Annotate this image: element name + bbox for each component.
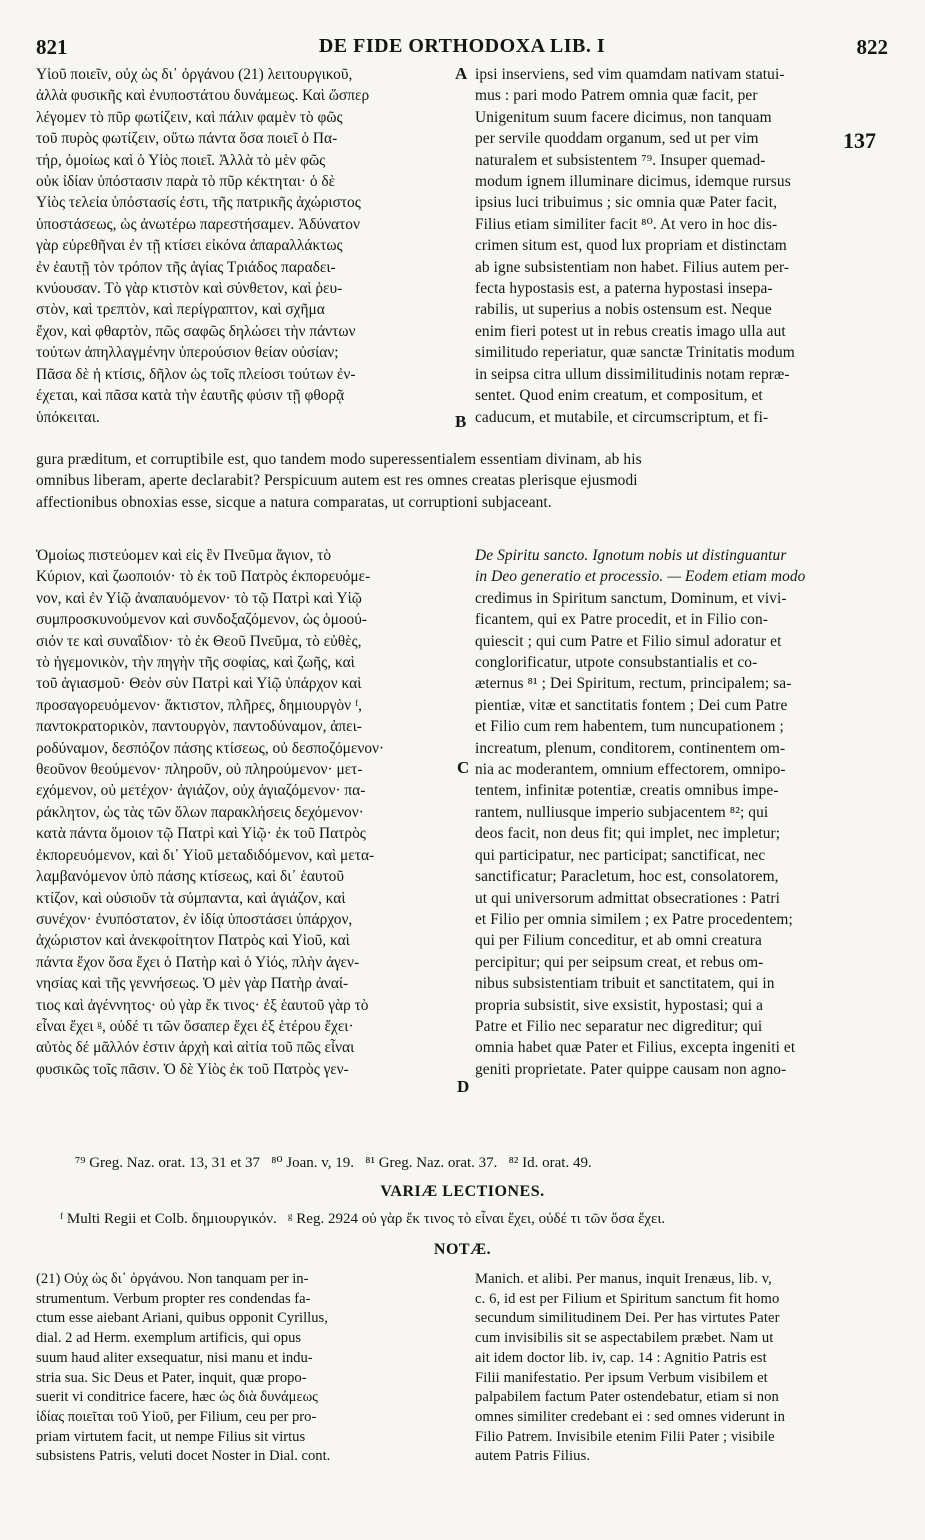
note-line: suerit vi conditrice facere, hæc ὡς διὰ δυνάμεως: [36, 1389, 318, 1406]
latin-line: qui participatur, nec participat; sanctificat, nec: [475, 846, 766, 864]
variae-heading: VARIÆ LECTIONES.: [380, 1183, 545, 1200]
notae-left-column: [36, 1270, 456, 1467]
note-line: ἰδίας ποιεῖται τοῦ Υἱοῦ, per Filium, ceu per pro-: [36, 1408, 317, 1425]
greek-line: σιόν τε καὶ συναΐδιον· τὸ ἐκ Θεοῦ Πνεῦμα, τὸ εὐθὲς,: [36, 632, 362, 650]
greek-line: Κύριον, καὶ ζωοποιόν· τὸ ἐκ τοῦ Πατρὸς ἐκπορευόμε-: [36, 568, 371, 586]
latin-line: mus : pari modo Patrem omnia quæ facit, per: [475, 87, 758, 105]
latin-line: et Filio cum rem habentem, tum nuncupationem ;: [475, 718, 784, 736]
greek-line: τοῦ πυρὸς φωτίζειν, οὕτω πάντα ὅσα ποιεῖ ὁ Πα-: [36, 130, 338, 148]
greek-line: στὸν, καὶ τρεπτὸν, καὶ περίγραπτον, καὶ σχῆμα: [36, 301, 325, 319]
greek-line: οὐκ ἰδίαν ὑπόστασιν παρὰ τὸ πῦρ κέκτηται· ὁ δὲ: [36, 173, 336, 191]
latin-line: ipsi inserviens, sed vim quamdam nativam statui-: [475, 66, 785, 83]
footnotes: ⁷⁹ Greg. Naz. orat. 13, 31 et 37 ⁸⁰ Joan. v, 19. ⁸¹ Greg. Naz. orat. 37. ⁸² Id. orat. 49.: [75, 1155, 592, 1171]
greek-line: ἐν ἑαυτῇ τὸν τρόπον τῆς ἁγίας Τριάδος παραδει-: [36, 258, 336, 276]
latin-line: affectionibus obnoxias esse, sicque a natura comparatas, ut corruptioni subjaceant.: [36, 493, 552, 511]
latin-line: percipitur; qui per seipsum creat, et rebus om-: [475, 953, 764, 971]
latin-line: omnibus liberam, aperte declarabit? Perspicuum autem est res omnes creatas plerisque ejusmodi: [36, 472, 638, 490]
latin-line: qui per Filium conceditur, et ab omni creatura: [475, 932, 762, 950]
greek-line: Υἱοῦ ποιεῖν, οὐχ ὡς δι᾽ ὀργάνου (21) λειτουργικοῦ,: [36, 66, 353, 83]
latin-line: Unigenitum suum facere dicimus, non tanquam: [475, 108, 772, 126]
latin-line: enim fieri potest ut in rebus creatis imago ulla aut: [475, 322, 786, 340]
running-title: DE FIDE ORTHODOXA LIB. I: [318, 35, 606, 57]
notae-right-column: [475, 1270, 887, 1467]
greek-line: ὑπόκειται.: [36, 408, 100, 426]
right-page-number: 822: [856, 35, 888, 59]
latin-line: similitudo reperiatur, quæ sanctæ Trinitatis modum: [475, 344, 795, 362]
greek-line: τοῦ ἁγιασμοῦ· Θεὸν σὺν Πατρὶ καὶ Υἱῷ ὑπάρχον καὶ: [36, 675, 362, 693]
latin-line: sanctificatur; Paracletum, hoc est, consolatorem,: [475, 868, 779, 886]
greek-line: Ὁμοίως πιστεύομεν καὶ εἰς ἓν Πνεῦμα ἅγιον, τὸ: [36, 547, 332, 564]
latin-line: in seipsa citra ullum dissimilitudinis notam repræ-: [475, 365, 790, 383]
latin-line: credimus in Spiritum sanctum, Dominum, et vivi-: [475, 589, 787, 607]
latin-line: caducum, et mutabile, et circumscriptum, et fi-: [475, 408, 769, 426]
notae-heading: NOTÆ.: [433, 1241, 492, 1258]
page-header: [36, 35, 888, 61]
greek-line: τὸ ἡγεμονικὸν, τὴν πηγὴν τῆς σοφίας, καὶ ζωῆς, καὶ: [36, 654, 355, 672]
greek-line: ράκλητον, ὡς τὰς τῶν ὅλων παρακλήσεις δεχόμενον·: [36, 803, 364, 821]
greek-line: εχόμενον, οὐ μετέχον· ἁγιάζον, οὐχ ἁγιαζόμενον· πα-: [36, 782, 366, 800]
greek-line: ἀχώριστον καὶ ἀνεκφοίτητον Πατρὸς καὶ Υἱοῦ, καὶ: [36, 932, 350, 950]
margin-column-number: 137: [843, 128, 876, 153]
latin-line: quiescit ; qui cum Patre et Filio simul adoratur et: [475, 632, 782, 650]
latin-line: crimen situm est, quod lux propriam et distinctam: [475, 237, 787, 255]
note-line: Filii manifestatio. Per ipsum Verbum visibilem et: [475, 1369, 768, 1386]
latin-line: geniti proprietate. Pater quippe causam non agno-: [475, 1060, 787, 1078]
note-line: autem Patris Filius.: [475, 1448, 591, 1465]
greek-line: φυσικῶς τοῖς πᾶσιν. Ὁ δὲ Υἱὸς ἐκ τοῦ Πατρὸς γεν-: [36, 1060, 349, 1078]
note-line: strumentum. Verbum propter res condendas fa-: [36, 1290, 311, 1307]
latin-line: per servile quoddam organum, sed ut per vim: [475, 130, 759, 148]
latin-line: in Deo generatio et processio. — Eodem etiam modo: [475, 568, 806, 586]
note-line: subsistens Patris, veluti docet Noster in Dial. cont.: [36, 1448, 331, 1465]
latin-line: ficantem, qui ex Patre procedit, et in Filio con-: [475, 611, 768, 629]
left-page-number: 821: [36, 35, 68, 59]
latin-line: deos facit, non deus fit; qui implet, nec impletur;: [475, 825, 781, 843]
margin-letter-d: D: [457, 1077, 470, 1096]
greek-line: λέγομεν τὸ πῦρ φωτίζειν, καὶ πάλιν φαμὲν τὸ φῶς: [36, 108, 343, 126]
greek-line: Υἱὸς τελεία ὑπόστασίς ἐστι, τῆς πατρικῆς ἀχώριστος: [36, 194, 361, 212]
greek-line: κατὰ πάντα ὅμοιον τῷ Πατρὶ καὶ Υἱῷ· ἐκ τοῦ Πατρὸς: [36, 825, 366, 843]
latin-line: nia ac moderantem, omnium effectorem, omnipo-: [475, 761, 786, 779]
greek-line: ὑποστάσεως, ὡς ἀνωτέρω παρεστήσαμεν. Ἀδύνατον: [36, 215, 360, 233]
latin-line: increatum, plenum, conditorem, continentem om-: [475, 739, 786, 757]
margin-letter-b: B: [455, 412, 467, 431]
latin-line: rantem, nulliusque imperio subjacentem ⁸²; qui: [475, 803, 769, 821]
note-line: priam virtutem facit, ut nempe Filius sit virtus: [36, 1428, 306, 1445]
greek-line: θεοῦνον θεούμενον· πληροῦν, οὐ πληρούμενον· μετ-: [36, 761, 363, 779]
greek-line: ἀλλὰ φυσικῆς καὶ ἐνυποστάτου δυνάμεως. Καὶ ὥσπερ: [36, 87, 370, 105]
latin-line: rabilis, ut superius a nobis ostensum est. Neque: [475, 301, 772, 319]
greek-line: παντοκρατορικὸν, παντουργὸν, παντοδύναμον, ἀπει-: [36, 718, 362, 736]
note-line: cum invisibilis sit se aspectabilem præbet. Nam ut: [475, 1330, 774, 1347]
latin-line: De Spiritu sancto. Ignotum nobis ut distinguantur: [475, 547, 787, 564]
variae-text: ᶠ Multi Regii et Colb. δημιουργικόν. ᵍ Reg. 2924 οὐ γὰρ ἔκ τινος τὸ εἶναι ἔχει, οὐδέ τι τῶν ὅσα ἔχει.: [60, 1211, 666, 1227]
latin-line: pientiæ, vitæ et sanctitatis fontem ; Dei cum Patre: [475, 696, 788, 714]
greek-line: ἔχον, καὶ φθαρτὸν, πῶς σαφῶς δηλώσει τὴν πάντων: [36, 322, 356, 340]
note-line: ait idem doctor lib. iv, cap. 14 : Agnitio Patris est: [475, 1349, 767, 1366]
greek-line: τιος καὶ ἀγέννητος· οὐ γὰρ ἔκ τινος· ἐξ ἑαυτοῦ γὰρ τὸ: [36, 996, 369, 1014]
note-line: omnes similiter credebant ei : sed omnes viderunt in: [475, 1408, 785, 1425]
latin-line: ipsius luci tribuimus ; sic omnia quæ Pater facit,: [475, 194, 778, 212]
latin-line: æternus ⁸¹ ; Dei Spiritum, rectum, principalem; sa-: [475, 675, 792, 693]
greek-line: λαμβανόμενον ὑπὸ πάσης κτίσεως, καὶ δι᾽ ἑαυτοῦ: [36, 868, 345, 886]
greek-line: νησίας καὶ τῆς γεννήσεως. Ὁ μὲν γὰρ Πατὴρ ἀναί-: [36, 975, 349, 993]
greek-line: τούτων ἀπηλλαγμένην ὑπερούσιον θείαν οὐσίαν;: [36, 344, 339, 362]
greek-line: νον, καὶ ἐν Υἱῷ ἀναπαυόμενον· τὸ τῷ Πατρὶ καὶ Υἱῷ: [36, 589, 362, 607]
note-line: ctum esse aiebant Ariani, quibus opponit Cyrillus,: [36, 1310, 328, 1327]
margin-letter-c: C: [457, 758, 470, 777]
latin-line: nibus subsistentiam tribuit et sanctitatem, qui in: [475, 975, 775, 993]
note-line: dial. 2 ad Herm. exemplum artificis, qui opus: [36, 1330, 302, 1347]
note-line: stria sua. Sic Deus et Pater, inquit, quæ propo-: [36, 1369, 307, 1386]
note-line: Manich. et alibi. Per manus, inquit Irenæus, lib. v,: [475, 1271, 772, 1287]
latin-line: naturalem et subsistentem ⁷⁹. Insuper quemad-: [475, 151, 766, 169]
latin-line: ut qui universorum admittat obsecrationes : Patri: [475, 889, 780, 907]
note-line: suum haud aliter exsequatur, nisi manu et indu-: [36, 1349, 313, 1366]
greek-line: προσαγορευόμενον· ἄκτιστον, πλῆρες, δημιουργὸν ᶠ,: [36, 696, 362, 714]
note-line: Filio Patrem. Invisibile etenim Filii Pater ; visibile: [475, 1428, 775, 1445]
latin-column-bottom: [475, 545, 887, 1080]
latin-column-top: [475, 64, 887, 428]
greek-column-top: [36, 64, 456, 428]
greek-line: γὰρ εὑρεθῆναι ἐν τῇ κτίσει εἰκόνα ἀπαραλλάκτως: [36, 237, 343, 255]
latin-full-width: [36, 449, 888, 513]
greek-column-bottom: [36, 545, 456, 1080]
latin-line: propria subsistit, sive exsistit, hypostasi; qui a: [475, 996, 764, 1014]
greek-line: ροδύναμον, δεσπόζον πάσης κτίσεως, οὐ δεσποζόμενον·: [36, 739, 385, 757]
greek-line: συμπροσκυνούμενον καὶ συνδοξαζόμενον, ὡς ὁμοού-: [36, 611, 367, 629]
greek-line: έχεται, καὶ πᾶσα κατὰ τὴν ἑαυτῆς φύσιν τῇ φθορᾷ: [36, 387, 345, 405]
greek-line: συνέχον· ἐνυπόστατον, ἐν ἰδίᾳ ὑποστάσει ὑπάρχον,: [36, 910, 353, 928]
latin-line: omnia habet quæ Pater et Filius, excepta ingeniti et: [475, 1039, 796, 1057]
note-line: c. 6, id est per Filium et Spiritum sanctum fit homo: [475, 1290, 780, 1307]
latin-line: Patre et Filio nec separatur nec digreditur; qui: [475, 1017, 763, 1035]
note-line: palpabilem factum Pater ostendebatur, etiam si non: [475, 1389, 779, 1406]
latin-line: modum ignem illuminare dicimus, idemque rursus: [475, 173, 791, 191]
latin-line: gura præditum, et corruptibile est, quo tandem modo superessentialem essentiam divinam, ab his: [36, 451, 642, 468]
margin-letter-a: A: [455, 64, 468, 83]
note-line: (21) Οὐχ ὡς δι᾽ ὀργάνου. Non tanquam per in-: [36, 1271, 309, 1287]
greek-line: εἶναι ἔχει ᵍ, οὐδέ τι τῶν ὅσαπερ ἔχει ἐξ ἑτέρου ἔχει·: [36, 1017, 354, 1035]
latin-line: sentet. Quod enim creatum, et compositum, et: [475, 387, 763, 405]
greek-line: Πᾶσα δὲ ἡ κτίσις, δῆλον ὡς τοῖς πλείοσι τούτων ἐν-: [36, 365, 356, 383]
latin-line: et Filio per omnia similem ; ex Patre procedentem;: [475, 910, 793, 928]
latin-line: tentem, infinitæ potentiæ, creatis omnibus impe-: [475, 782, 779, 800]
greek-line: ἐκπορευόμενον, καὶ δι᾽ Υἱοῦ μεταδιδόμενον, καὶ μετα-: [36, 846, 375, 864]
greek-line: κνύουσαν. Τὸ γὰρ κτιστὸν καὶ σύνθετον, καὶ ῥευ-: [36, 280, 343, 298]
greek-line: πάντα ἔχον ὅσα ἔχει ὁ Πατὴρ καὶ ὁ Υἱός, πλὴν ἀγεν-: [36, 953, 360, 971]
latin-line: conglorificatur, utpote consubstantialis et co-: [475, 654, 758, 672]
greek-line: αὐτὸς δέ μᾶλλόν ἐστιν ἀρχὴ καὶ αἰτία τοῦ πῶς εἶναι: [36, 1039, 355, 1057]
note-line: secundum similitudinem Dei. Per has virtutes Pater: [475, 1310, 780, 1327]
greek-line: κτίζον, καὶ οὐσιοῦν τὰ σύμπαντα, καὶ ἁγιάζον, καὶ: [36, 889, 346, 907]
latin-line: fecta hypostasis est, a paterna hypostasi insepa-: [475, 280, 773, 298]
greek-line: τήρ, ὁμοίως καὶ ὁ Υἱὸς ποιεῖ. Ἀλλὰ τὸ μὲν φῶς: [36, 151, 326, 169]
latin-line: ab igne subsistentiam non habet. Filius autem per-: [475, 258, 790, 276]
latin-line: Filius etiam similiter facit ⁸⁰. At vero in hoc dis-: [475, 215, 778, 233]
